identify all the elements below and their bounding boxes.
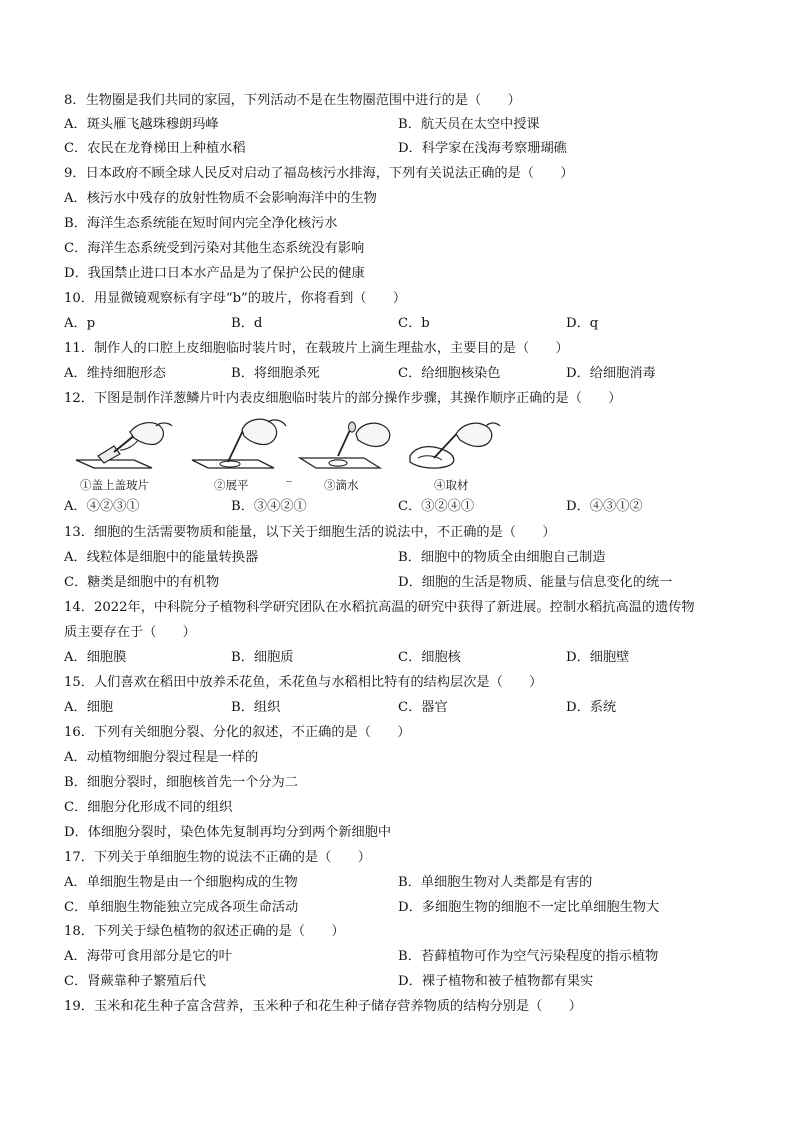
question-16-stem: 16．下列有关细胞分裂、分化的叙述，不正确的是（ ） (64, 725, 411, 740)
question-13-option-b: B．细胞中的物质全由细胞自己制造 (398, 550, 606, 565)
question-11-stem: 11．制作人的口腔上皮细胞临时装片时，在载玻片上滴生理盐水，主要目的是（ ） (64, 341, 569, 356)
take-material-illustration (404, 416, 504, 476)
question-9-option-b: B．海洋生态系统能在短时间内完全净化核污水 (64, 216, 338, 231)
figure-caption-3: ③滴水 (324, 478, 359, 492)
question-9-option-c: C．海洋生态系统受到污染对其他生态系统没有影响 (64, 241, 365, 256)
question-10-stem: 10．用显微镜观察标有字母“b”的玻片，你将看到（ ） (64, 291, 407, 306)
question-18-option-d: D．裸子植物和被子植物都有果实 (398, 974, 594, 989)
figure-step-take-material (404, 416, 504, 494)
drop-water-illustration (294, 416, 398, 476)
question-8-option-a: A．斑头雁飞越珠穆朗玛峰 (64, 117, 219, 132)
question-14-option-c: C．细胞核 (398, 650, 461, 665)
question-12-option-d: D．④③①② (566, 499, 643, 514)
question-18-option-a: A．海带可食用部分是它的叶 (64, 949, 232, 964)
figure-caption-4: ④取材 (434, 478, 469, 492)
question-14-option-a: A．细胞膜 (64, 650, 127, 665)
cover-slip-illustration (68, 416, 178, 476)
figure-step-drop-water (294, 416, 398, 494)
procedure-figure (68, 416, 504, 494)
question-8-stem: 8．生物圈是我们共同的家园，下列活动不是在生物圈范围中进行的是（ ） (64, 93, 521, 108)
figure-caption-2: ②展平 (214, 478, 249, 492)
question-17-option-d: D．多细胞生物的细胞不一定比单细胞生物大 (398, 900, 660, 915)
question-8-option-b: B．航天员在太空中授课 (398, 117, 540, 132)
question-11-option-c: C．给细胞核染色 (398, 366, 501, 381)
question-15-option-a: A．细胞 (64, 700, 114, 715)
figure-caption-1: ①盖上盖玻片 (80, 478, 149, 492)
question-16-option-c: C．细胞分化形成不同的组织 (64, 800, 233, 815)
question-10-option-c: C．b (398, 316, 430, 331)
question-12-option-b: B．③④②① (231, 499, 307, 514)
question-12-option-c: C．③②④① (398, 499, 475, 514)
question-9-option-d: D．我国禁止进口日本水产品是为了保护公民的健康 (64, 266, 365, 281)
question-11-option-a: A．维持细胞形态 (64, 366, 166, 381)
question-13-stem: 13．细胞的生活需要物质和能量，以下关于细胞生活的说法中，不正确的是（ ） (64, 525, 556, 540)
question-17-stem: 17．下列关于单细胞生物的说法不正确的是（ ） (64, 850, 371, 865)
question-18-option-b: B．苔藓植物可作为空气污染程度的指示植物 (398, 949, 659, 964)
question-14-option-d: D．细胞壁 (566, 650, 630, 665)
figure-separator-mark: _ (286, 468, 292, 482)
question-15-option-b: B．组织 (231, 700, 281, 715)
flatten-illustration (184, 416, 294, 476)
question-15-option-c: C．器官 (398, 700, 448, 715)
question-10-option-b: B．d (231, 316, 263, 331)
question-14-stem: 14．2022年，中科院分子植物科学研究团队在水稻抗高温的研究中获得了新进展。控制水稻抗高温的遗传物 (64, 600, 695, 615)
figure-step-cover-slip (68, 416, 178, 494)
question-18-option-c: C．肾蕨靠种子繁殖后代 (64, 974, 206, 989)
question-15-stem: 15．人们喜欢在稻田中放养禾花鱼，禾花鱼与水稻相比特有的结构层次是（ ） (64, 675, 543, 690)
question-17-option-a: A．单细胞生物是由一个细胞构成的生物 (64, 875, 298, 890)
question-10-option-a: A．p (64, 316, 96, 331)
question-13-option-a: A．线粒体是细胞中的能量转换器 (64, 550, 259, 565)
question-11-option-b: B．将细胞杀死 (231, 366, 320, 381)
question-16-option-b: B．细胞分裂时，细胞核首先一个分为二 (64, 775, 298, 790)
question-9-stem: 9．日本政府不顾全球人民反对启动了福岛核污水排海，下列有关说法正确的是（ ） (64, 166, 574, 181)
question-18-stem: 18．下列关于绿色植物的叙述正确的是（ ） (64, 924, 345, 939)
question-9-option-a: A．核污水中残存的放射性物质不会影响海洋中的生物 (64, 191, 377, 206)
question-14-option-b: B．细胞质 (231, 650, 294, 665)
question-14-stem-continued: 质主要存在于（ ） (64, 625, 196, 640)
question-8-option-d: D．科学家在浅海考察珊瑚礁 (398, 141, 567, 156)
figure-step-flatten (184, 416, 294, 494)
question-13-option-c: C．糖类是细胞中的有机物 (64, 575, 220, 590)
question-11-option-d: D．给细胞消毒 (566, 366, 656, 381)
question-17-option-c: C．单细胞生物能独立完成各项生命活动 (64, 900, 299, 915)
question-12-option-a: A．④②③① (64, 499, 140, 514)
question-19-stem: 19．玉米和花生种子富含营养，玉米种子和花生种子储存营养物质的结构分别是（ ） (64, 999, 582, 1014)
question-13-option-d: D．细胞的生活是物质、能量与信息变化的统一 (398, 575, 673, 590)
question-17-option-b: B．单细胞生物对人类都是有害的 (398, 875, 593, 890)
question-12-stem: 12．下图是制作洋葱鳞片叶内表皮细胞临时装片的部分操作步骤，其操作顺序正确的是（ ） (64, 391, 622, 406)
question-16-option-d: D．体细胞分裂时，染色体先复制再均分到两个新细胞中 (64, 825, 392, 840)
question-8-option-c: C．农民在龙脊梯田上种植水稻 (64, 141, 246, 156)
question-16-option-a: A．动植物细胞分裂过程是一样的 (64, 750, 259, 765)
question-15-option-d: D．系统 (566, 700, 617, 715)
question-10-option-d: D．q (566, 316, 599, 331)
